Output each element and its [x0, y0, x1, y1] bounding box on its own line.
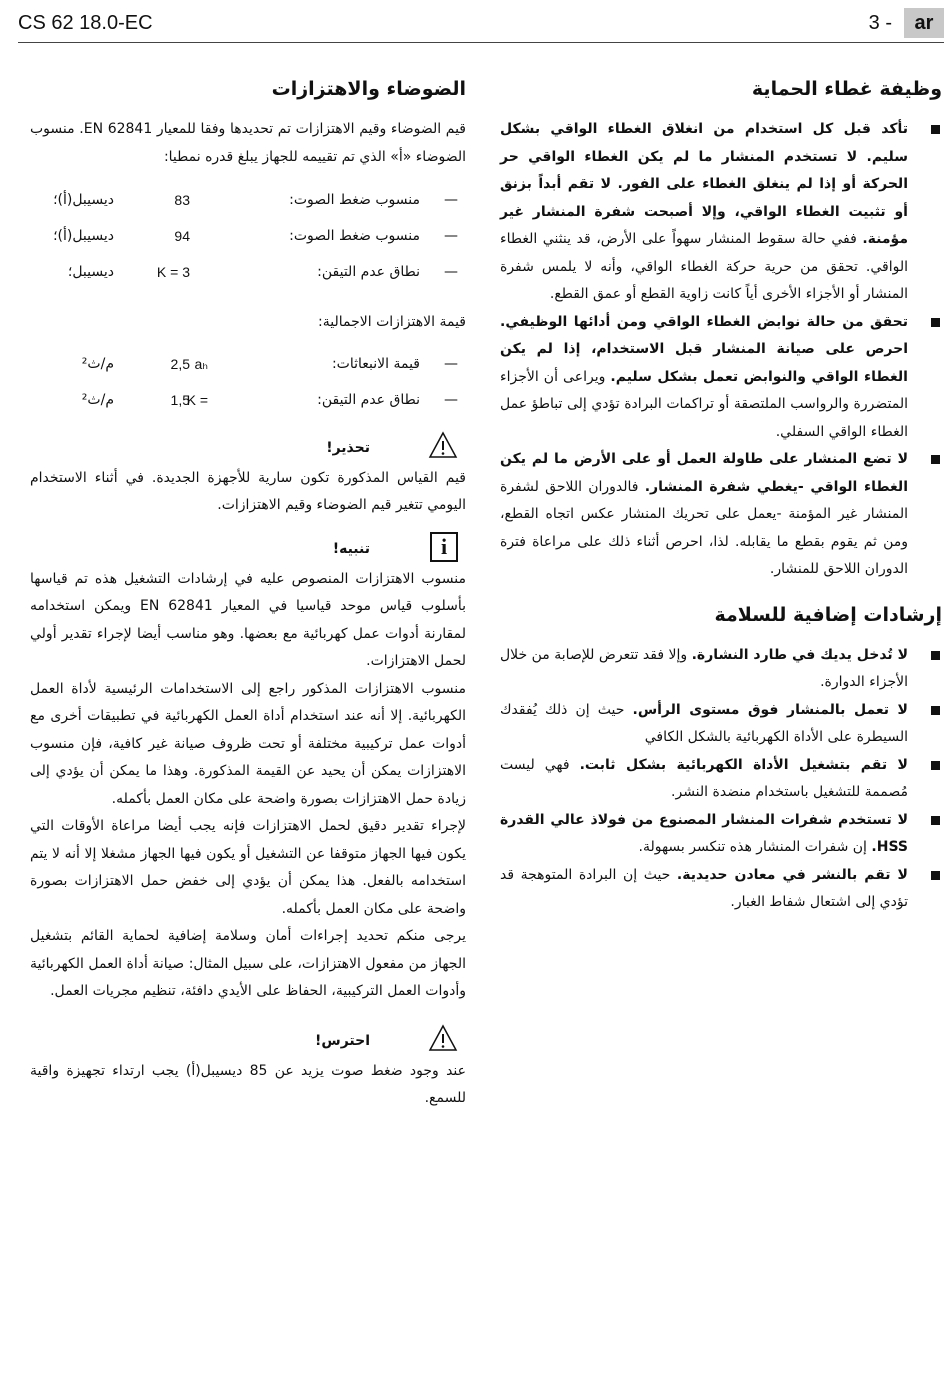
item-bold: تأكد قبل كل استخدام من انغلاق الغطاء الواقي بشكل سليم. لا تستخدم المنشار ما لم يكن الغطاء الواقي حر الحركة أو إذا لم ينغلق الغطاء على الفور. لا تقم أبداً بزنق أو تثبيت الغطاء الواقي، وإلا أصبحت شفرة المنشار غير مؤمنة. — [500, 121, 908, 247]
guard-list — [500, 116, 942, 584]
spec-symbol: K = — [186, 391, 208, 408]
spec-value: 2,5 — [170, 355, 190, 372]
item-text: فالدوران اللاحق لشفرة المنشار غير المؤمنة -يعمل على تحريك المنشار عكس اتجاه القطع، ومن ثم يقوم بقطع ما يقابله. لذا، احرص أثناء ذلك على مراعاة فترة الدوران اللاحق للمنشار. — [500, 478, 908, 577]
item-bold: لا تعمل بالمنشار فوق مستوى الرأس. — [632, 701, 908, 718]
list-item — [500, 446, 942, 584]
noise-intro: قيم الضوضاء وقيم الاهتزازات تم تحديدها وفقا للمعيار EN 62841. منسوب الضوضاء «أ» الذي تم تقييمه للجهاز يبلغ قدره نمطيا: — [30, 121, 466, 165]
language-tag: ar — [904, 8, 944, 38]
spec-label: نطاق عدم التيقن: — [317, 264, 420, 280]
list-item — [500, 116, 942, 309]
spec-dash: — — [444, 391, 458, 408]
list-item — [500, 697, 942, 752]
spec-dash: — — [444, 192, 458, 208]
model-number: CS 62 18.0-EC — [18, 12, 153, 34]
item-bold: تحقق من حالة نوابض الغطاء الواقي ومن أدائها الوظيفي. احرص على صيانة المنشار قبل الاستخدام، إذا لم يكن الغطاء الواقي والنوابض تعمل بشكل سليم. — [500, 313, 908, 385]
spec-unit: ديسيبل(أ)؛ — [53, 192, 114, 208]
spec-row — [30, 347, 466, 383]
item-bold: لا تستخدم شفرات المنشار المصنوع من فولاذ عالي القدرة HSS. — [500, 811, 908, 855]
item-text: إن شفرات المنشار هذه تنكسر بسهولة. — [638, 839, 872, 855]
safety-list — [500, 642, 942, 917]
warning-icon — [428, 431, 458, 459]
info-paragraph: يرجى منكم تحديد إجراءات أمان وسلامة إضافية لحماية القائم بتشغيل الجهاز من مفعول الاهتزازات، على سبيل المثال: صيانة أداة العمل الكهربائية وأدوات العمل التركيبية، الحفاظ على الأيدي دافئة، تنظيم مجريات العمل. — [30, 928, 466, 999]
spec-row — [30, 219, 466, 255]
header-rule — [18, 42, 944, 43]
spec-dash: — — [444, 355, 458, 372]
list-item — [500, 807, 942, 862]
section-title-noise: الضوضاء والاهتزازات — [271, 78, 466, 100]
spec-label: قيمة الانبعاثات: — [331, 355, 420, 372]
item-bold: لا تقم بالنشر في معادن حديدية. — [676, 866, 908, 883]
list-item — [500, 752, 942, 807]
list-item — [500, 862, 942, 917]
spec-value: 83 — [174, 192, 190, 208]
section-title-safety: إرشادات إضافية للسلامة — [714, 603, 942, 626]
caution-heading — [30, 1022, 466, 1058]
list-item — [500, 642, 942, 697]
info-title: تنبيه! — [332, 540, 370, 557]
list-item — [500, 309, 942, 447]
spec-label: نطاق عدم التيقن: — [317, 391, 420, 408]
item-text: ففي حالة سقوط المنشار سهواً على الأرض، قد ينثني الغطاء الواقي. تحقق من حرية حركة الغطاء الواقي، وأنه لا يلمس شفرة المنشار أو الأجزاء الأخرى أياً كانت زاوية القطع أو عمق القطع. — [500, 231, 908, 302]
item-bold: لا تُدخل يديك في طارد النشارة. — [691, 646, 908, 663]
spec-unit: م/ث² — [81, 355, 114, 372]
spec-row — [30, 255, 466, 291]
spec-dash: — — [444, 228, 458, 244]
caution-icon — [428, 1024, 458, 1052]
info-paragraph: منسوب الاهتزازات المذكور راجع إلى الاستخدامات الرئيسية لأداة العمل الكهربائية. إلا أنه عند استخدام أداة العمل الكهربائية في تطبيقات أخرى مع أدوات عمل تركيبية مختلفة أو تحت ظروف صيانة غير كافية، فإن منسوب الاهتزازات يمكن أن يحيد عن القيمة المذكورة. وهذا ما يمكن أن يؤدي إلى زيادة حمل الاهتزازات بصورة واضحة على مكان العمل بأكمله. — [30, 680, 466, 807]
spec-symbol: aₕ — [194, 355, 208, 372]
info-icon: i — [430, 532, 458, 562]
right-column — [500, 72, 942, 917]
caution-text: عند وجود ضغط صوت يزيد عن 85 ديسيبل(أ) يجب ارتداء تجهيزة واقية للسمع. — [30, 1062, 467, 1106]
spec-value: K = 3 — [156, 264, 190, 280]
spec-value: 1,5 — [170, 391, 190, 408]
page-number: 3 - — [868, 12, 892, 34]
spec-unit: ديسيبل؛ — [67, 264, 114, 280]
left-column — [30, 72, 466, 1113]
spec-unit: م/ث² — [81, 391, 114, 408]
warning-heading — [30, 429, 466, 465]
item-text: ويراعى أن الأجزاء المتضررة والرواسب الملتصقة أو تراكمات البرادة تؤدي إلى تباطؤ عمل الغطاء الواقي السفلي. — [500, 368, 908, 440]
item-text: حيث إن ذلك يُفقدك السيطرة على الأداة الكهربائية بالشكل الكافي — [500, 701, 908, 745]
section-title-guard: وظيفة غطاء الحماية — [751, 78, 942, 100]
item-bold: لا تضع المنشار على طاولة العمل أو على الأرض ما لم يكن الغطاء الواقي -يغطي شفرة المنشار. — [500, 451, 908, 495]
warning-text: قيم القياس المذكورة تكون سارية للأجهزة الجديدة. في أثناء الاستخدام اليومي تتغير قيم الضوضاء وقيم الاهتزازات. — [30, 469, 466, 513]
spec-unit: ديسيبل(أ)؛ — [53, 228, 114, 244]
page-header — [0, 0, 950, 44]
spec-label: منسوب ضغط الصوت: — [289, 228, 420, 244]
warning-title: تحذير! — [326, 439, 370, 456]
item-text: فهي ليست مُصممة للتشغيل باستخدام منضدة النشر. — [500, 756, 908, 800]
item-bold: لا تقم بتشغيل الأداة الكهربائية بشكل ثابت. — [579, 756, 908, 773]
spec-dash: — — [444, 264, 458, 280]
item-text: وإلا فقد تتعرض للإصابة من خلال الأجزاء الدوارة. — [500, 646, 908, 690]
vibration-title: قيمة الاهتزازات الاجمالية: — [318, 314, 466, 330]
spec-label: منسوب ضغط الصوت: — [289, 192, 420, 208]
spec-row — [30, 383, 466, 419]
info-paragraph: لإجراء تقدير دقيق لحمل الاهتزازات فإنه يجب أيضا مراعاة الأوقات التي يكون فيها الجهاز متوقفا عن التشغيل أو يكون فيها الجهاز مشغلا إلا أنه لا يتم استخدامه بالفعل. هذا يمكن أن يؤدي إلى خفض حمل الاهتزازات بصورة واضحة على مكان العمل بأكمله. — [30, 818, 466, 917]
info-paragraph: منسوب الاهتزازات المنصوص عليه في إرشادات التشغيل هذه تم قياسها بأسلوب قياس موحد قياسيا في المعيار EN 62841 ويمكن استخدامه لمقارنة أدوات عمل كهربائية مع بعضها. وهو مناسب أيضا لإجراء تقدير أولي لحمل الاهتزازات. — [30, 570, 466, 669]
spec-row — [30, 183, 466, 219]
info-heading — [30, 530, 466, 566]
item-text: حيث إن البرادة المتوهجة قد تؤدي إلى اشتعال شفاط الغبار. — [500, 866, 908, 910]
caution-title: احترس! — [314, 1032, 370, 1049]
spec-value: 94 — [174, 228, 190, 244]
